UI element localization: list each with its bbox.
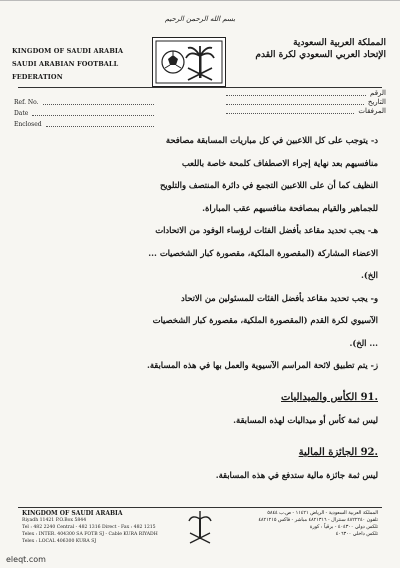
ar-attachments-field: المرفقات — [226, 107, 386, 116]
footer-ar-line4: تلكس داخلي ٤٠٦٣٠٠ — [335, 532, 378, 537]
site-watermark: eleqt.com — [6, 555, 46, 564]
footer-en-line1: Riyadh 11421 P.O.Box 5844 — [22, 518, 87, 523]
footer-en-line4: Telex : LOCAL 406300 KURA SJ — [22, 539, 97, 544]
letterhead-english — [12, 45, 152, 84]
para-h-line2: الاعضاء المشاركة (المقصورة الملكية، مقصورة كبار الشخصيات ... — [148, 247, 378, 258]
footer-en-line2: Tel : 482 2240 Central - 482 1316 Direct - Fax : 482 1215 — [22, 525, 156, 530]
date-field: Date — [14, 108, 154, 119]
letterhead-en-line2: SAUDI ARABIAN FOOTBALL FEDERATION — [12, 60, 119, 81]
palm-swords-logo-icon — [155, 40, 223, 84]
letterhead-en-line1: KINGDOM OF SAUDI ARABIA — [12, 47, 124, 55]
ar-date-field: التاريخ — [226, 98, 386, 107]
para-d-line2: منافسيهم بعد نهاية إجراء الاصطفاف كلمحة خاصة باللعب — [181, 157, 378, 168]
para-d-line3: النظيف كما أن على اللاعبين التجمع في دائرة المنتصف والتلويح — [159, 180, 378, 190]
reference-fields-arabic — [226, 89, 386, 116]
footer-ar-line1: المملكة العربية السعودية - الرياض ١١٤٢١ - ص.ب ٥٨٤٤ — [267, 511, 378, 516]
letterhead-arabic — [236, 37, 386, 61]
footer-rule — [18, 507, 382, 508]
footer-ar-line2: تلفون ٤٨٢٢٢٤٠ سنترال - ٤٨٢١٣١٦ مباشر - فاكس ٤٨٢١٢١٥ — [258, 518, 378, 523]
para-d-line1: د- يتوجب على كل اللاعبين في كل مباريات المسابقة مصافحة — [165, 135, 378, 145]
federation-logo — [152, 37, 226, 87]
para-w-line2: الآسيوي لكرة القدم (المقصورة الملكية، مقصورة كبار الشخصيات — [152, 315, 378, 325]
para-d-line4: للجماهير والقيام بمصافحة منافسيهم عقب المباراة. — [202, 202, 378, 213]
bismillah: بسم الله الرحمن الرحيم — [164, 15, 236, 23]
text-cup-medals: ليس ثمة كأس أو ميداليات لهذه المسابقة. — [233, 415, 378, 425]
footer-ar-line3: تلكس دولي ٤٠٤٣٠٠ - برقياً : كورة — [309, 525, 378, 530]
header-rule — [18, 87, 382, 88]
footer-arabic — [203, 510, 378, 538]
letterhead-ar-line2: الإتحاد العربي السعودي لكرة القدم — [255, 50, 386, 60]
letterhead-ar-line1: المملكة العربية السعودية — [293, 38, 386, 48]
footer-english — [22, 510, 182, 545]
para-h-line1: هـ- يجب تحديد مقاعد بأفضل الفئات لرؤساء الوفود من الاتحادات — [155, 225, 378, 235]
text-prize-money: ليس ثمة جائزة مالية ستدفع في هذه المسابقة. — [215, 470, 378, 480]
ref-no-field: Ref. No. — [14, 97, 154, 108]
para-w-line3: ... الخ). — [349, 337, 378, 348]
para-w-line1: و- يجب تحديد مقاعد بأفضل الفئات للمسئولين من الاتحاد — [181, 292, 378, 303]
heading-prize-money: .92 الجائزة المالية — [298, 446, 378, 458]
para-h-line3: الخ). — [360, 270, 378, 280]
footer-en-title: KINGDOM OF SAUDI ARABIA — [22, 510, 123, 517]
footer-en-line3: Telex : INTER. 404300 SA FOTB SJ - Cable KURA RIYADH — [22, 532, 158, 537]
para-z-line1: ز- يتم تطبيق لائحة المراسم الآسيوية والعمل بها في هذه المسابقة. — [146, 360, 378, 370]
ar-number-field: الرقم — [226, 89, 386, 98]
reference-fields-english — [14, 97, 154, 130]
letter-body — [58, 129, 378, 487]
enclosed-field: Enclosed — [14, 119, 154, 130]
heading-cup-medals: .91 الكأس والميداليات — [281, 391, 378, 403]
